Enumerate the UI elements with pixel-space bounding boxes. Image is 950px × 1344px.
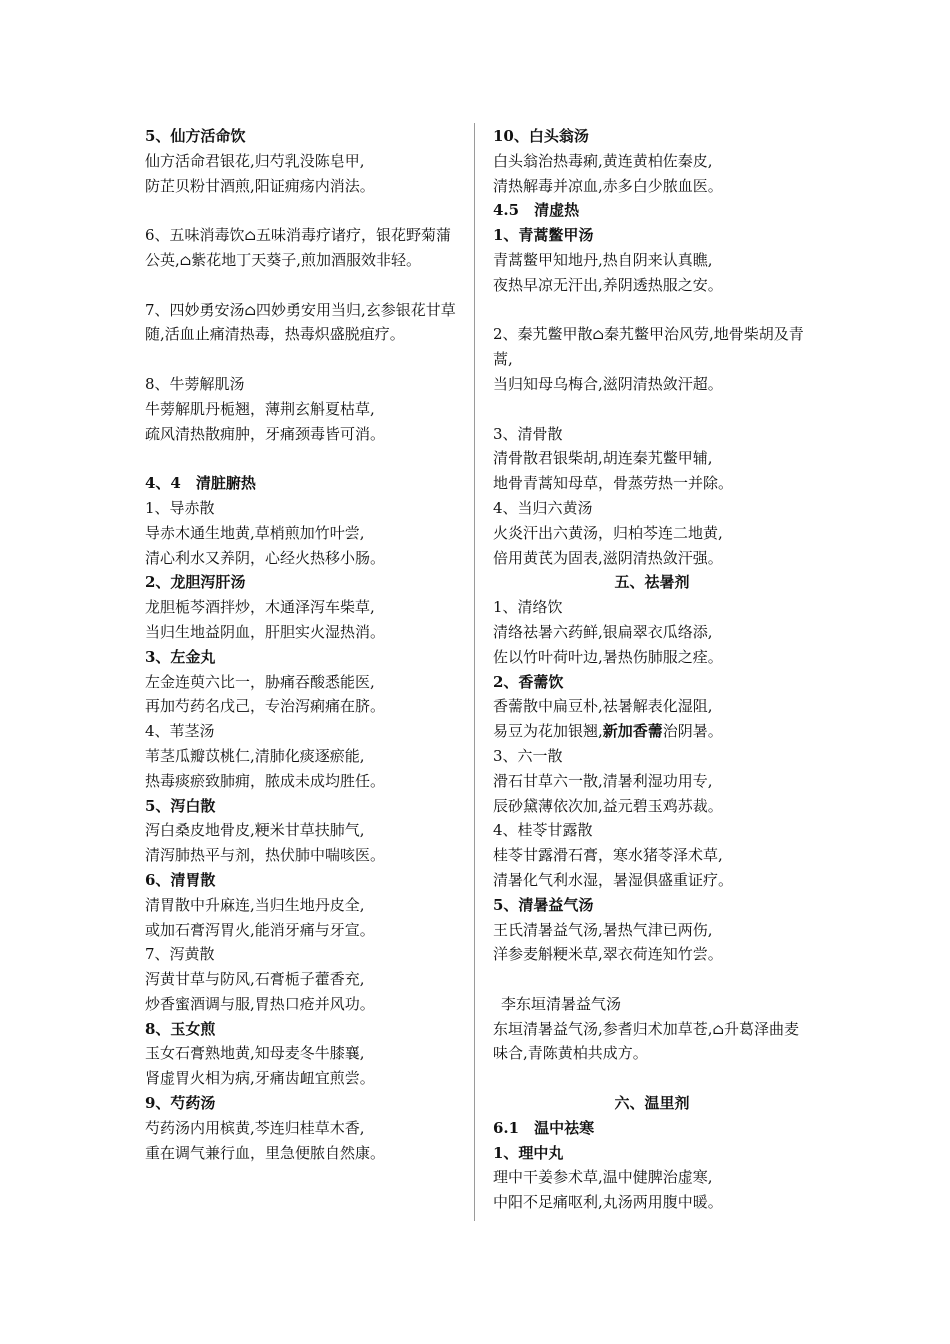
chapter-heading: 五、祛暑剂 <box>614 573 690 592</box>
verse-line: 当归生地益阴血，肝胆实火湿热消。 <box>145 622 386 641</box>
formula-title: 10、白头翁汤 <box>493 127 589 145</box>
formula-title: 2、秦艽鳖甲散 <box>493 325 593 344</box>
verse-line: 炒香蜜酒调与服,胃热口疮并风功。 <box>145 994 375 1013</box>
verse-line: 龙胆栀芩酒拌炒，木通泽泻车柴草, <box>145 598 375 617</box>
verse-line: 中阳不足痛呕利,丸汤两用腹中暖。 <box>493 1193 723 1212</box>
verse-line: 辰砂黛薄依次加,益元碧玉鸡苏裁。 <box>493 796 723 815</box>
verse-line: 清胃散中升麻连,当归生地丹皮全, <box>145 895 365 914</box>
formula-title: 5、清暑益气汤 <box>493 895 594 914</box>
left-column <box>145 124 461 1165</box>
mark-icon: ⌂ <box>712 1019 725 1038</box>
formula-title: 4、当归六黄汤 <box>493 498 593 517</box>
formula-title: 4、苇茎汤 <box>145 722 215 741</box>
verse-line: 佐以竹叶荷叶边,暑热伤肺服之痊。 <box>493 647 723 666</box>
formula-title: 5、仙方活命饮 <box>145 127 246 145</box>
verse-line: 再加芍药名戊己，专治泻痢痛在脐。 <box>145 697 386 716</box>
verse-line: 苇茎瓜瓣苡桃仁,清肺化痰逐瘀能, <box>145 746 365 765</box>
verse-line: 或加石膏泻胃火,能消牙痛与牙宣。 <box>145 920 375 939</box>
section-heading: 4、4 清脏腑热 <box>145 474 256 493</box>
verse-line: 倍用黄芪为固表,滋阴清热敛汗强。 <box>493 548 723 567</box>
formula-title: 1、清络饮 <box>493 598 563 617</box>
formula-title: 6、清胃散 <box>145 870 216 889</box>
formula-title: 4、桂苓甘露散 <box>493 821 593 840</box>
verse-line: 火炎汗出六黄汤，归柏芩连二地黄, <box>493 523 723 542</box>
mark-icon: ⌂ <box>244 300 257 319</box>
formula-paragraph: 6、五味消毒饮⌂五味消毒疗诸疗，银花野菊蒲公英,⌂紫花地丁天葵子,煎加酒服效非轻。 <box>145 226 452 269</box>
verse-line: 清骨散君银柴胡,胡连秦艽鳖甲辅, <box>493 449 713 468</box>
verse-line: 易豆为花加银翘,新加香薷治阴暑。 <box>493 722 723 741</box>
verse-line: 泻白桑皮地骨皮,粳米甘草扶肺气, <box>145 821 365 840</box>
mark-icon: ⌂ <box>244 226 257 245</box>
formula-title: 3、清骨散 <box>493 424 563 443</box>
formula-title: 6、五味消毒饮 <box>145 226 245 245</box>
formula-title: 2、香薷饮 <box>493 672 564 691</box>
verse-line: 热毒痰瘀致肺痈，脓成未成均胜任。 <box>145 771 386 790</box>
section-heading: 6.1 温中祛寒 <box>493 1118 595 1137</box>
formula-title: 1、导赤散 <box>145 498 215 517</box>
verse-line: 牛蒡解肌丹栀翘，薄荆玄斛夏枯草, <box>145 399 375 418</box>
verse-line: 清心利水又养阴，心经火热移小肠。 <box>145 548 386 567</box>
formula-title: 李东垣清暑益气汤 <box>501 994 622 1013</box>
formula-title: 3、左金丸 <box>145 647 216 666</box>
verse-line: 清暑化气利水湿，暑湿俱盛重证疗。 <box>493 870 734 889</box>
verse-line: 夜热早凉无汗出,养阴透热服之安。 <box>493 275 723 294</box>
chapter-heading: 六、温里剂 <box>614 1094 690 1113</box>
verse-line: 左金连萸六比一，胁痛吞酸悉能医, <box>145 672 375 691</box>
column-divider <box>474 123 475 1221</box>
verse-line: 泻黄甘草与防风,石膏栀子藿香充, <box>145 970 365 989</box>
formula-title: 5、泻白散 <box>145 796 216 815</box>
verse-line: 导赤木通生地黄,草梢煎加竹叶尝, <box>145 523 365 542</box>
formula-title: 2、龙胆泻肝汤 <box>145 573 246 592</box>
formula-paragraph: 7、四妙勇安汤⌂四妙勇安用当归,玄参银花甘草随,活血止痛清热毒，热毒炽盛脱疽疗。 <box>145 300 456 344</box>
verse-line: 滑石甘草六一散,清暑利湿功用专, <box>493 771 713 790</box>
formula-title: 9、芍药汤 <box>145 1094 216 1113</box>
verse-line: 清络祛暑六药鲜,银扁翠衣瓜络添, <box>493 622 713 641</box>
formula-paragraph: 2、秦艽鳖甲散⌂秦艽鳖甲治风劳,地骨柴胡及青蒿, <box>493 325 804 369</box>
verse-line: 洋参麦斛粳米草,翠衣荷连知竹尝。 <box>493 945 723 964</box>
verse-line: 青蒿鳖甲知地丹,热自阴来认真瞧, <box>493 250 713 269</box>
formula-title: 8、牛蒡解肌汤 <box>145 374 245 393</box>
mark-icon: ⌂ <box>592 325 605 344</box>
verse-line: 玉女石膏熟地黄,知母麦冬牛膝襄, <box>145 1044 365 1063</box>
formula-title: 7、四妙勇安汤 <box>145 300 245 319</box>
verse-line: 地骨青蒿知母草，骨蒸劳热一并除。 <box>493 474 734 493</box>
formula-title: 7、泻黄散 <box>145 945 215 964</box>
right-column <box>493 124 811 1215</box>
formula-title: 1、理中丸 <box>493 1143 564 1162</box>
section-heading: 4.5 清虚热 <box>493 201 580 220</box>
verse-line: 清热解毒并凉血,赤多白少脓血医。 <box>493 176 723 195</box>
verse-line: 理中干姜参术草,温中健脾治虚寒, <box>493 1168 713 1187</box>
verse-line: 芍药汤内用槟黄,芩连归桂草木香, <box>145 1118 365 1137</box>
verse-line: 香薷散中扁豆朴,祛暑解表化湿阻, <box>493 697 713 716</box>
verse-line: 仙方活命君银花,归芍乳没陈皂甲, <box>145 151 365 170</box>
formula-paragraph: 东垣清暑益气汤,参耆归术加草苍,⌂升葛泽曲麦味合,青陈黄柏共成方。 <box>493 1019 800 1063</box>
verse-line: 疏风清热散痈肿，牙痛颈毒皆可消。 <box>145 424 386 443</box>
verse-line: 重在调气兼行血，里急便脓自然康。 <box>145 1143 386 1162</box>
formula-title: 1、青蒿鳖甲汤 <box>493 226 594 245</box>
verse-line: 清泻肺热平与剂，热伏肺中喘咳医。 <box>145 846 386 865</box>
mark-icon: ⌂ <box>179 250 192 269</box>
verse-line: 肾虚胃火相为病,牙痛齿衄宜煎尝。 <box>145 1069 375 1088</box>
verse-line: 当归知母乌梅合,滋阴清热敛汗超。 <box>493 374 723 393</box>
verse-line: 王氏清暑益气汤,暑热气津已两伤, <box>493 920 713 939</box>
formula-title: 8、玉女煎 <box>145 1019 216 1038</box>
verse-line: 白头翁治热毒痢,黄连黄柏佐秦皮, <box>493 151 713 170</box>
verse-line: 防芷贝粉甘酒煎,阳证痈疡内消法。 <box>145 176 375 195</box>
verse-line: 桂苓甘露滑石膏，寒水猪苓泽术草, <box>493 846 723 865</box>
formula-title: 3、六一散 <box>493 746 563 765</box>
